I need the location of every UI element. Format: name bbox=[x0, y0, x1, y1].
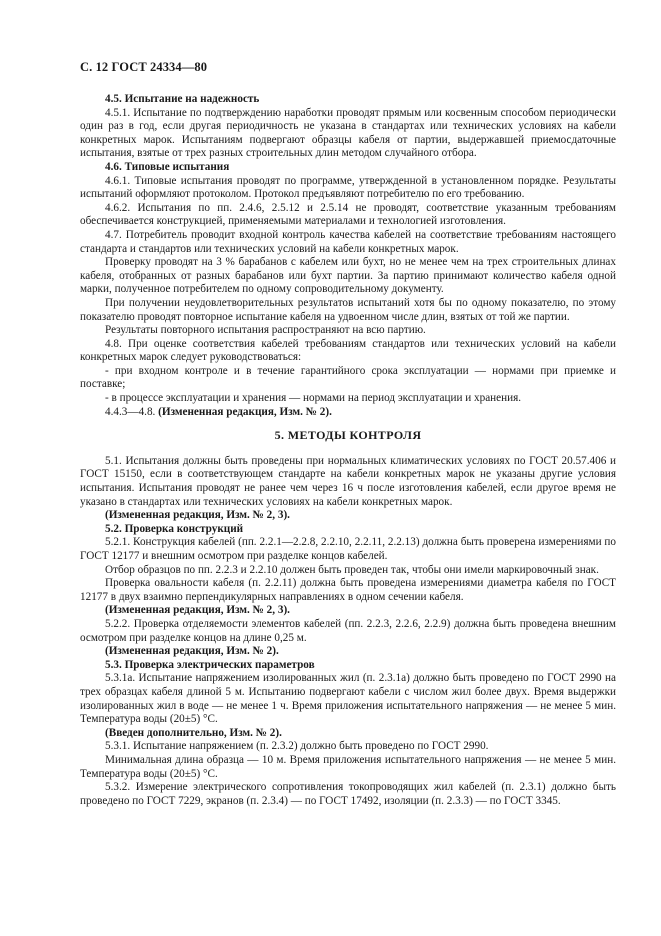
paragraph: 5.2.1. Конструкция кабелей (пп. 2.2.1—2.2.8, 2.2.10, 2.2.11, 2.2.13) должна быть проверена измерениями по ГОСТ 12177 и внешним осмотром при разделке концов кабелей. bbox=[80, 536, 616, 562]
list-item: - в процессе эксплуатации и хранения — нормами на период эксплуатации и хранения. bbox=[105, 392, 522, 405]
paragraph: Отбор образцов по пп. 2.2.3 и 2.2.10 должен быть проведен так, чтобы они имели маркировочный знак. bbox=[105, 563, 599, 576]
paragraph: При получении неудовлетворительных результатов испытаний хотя бы по одному показателю, по этому показателю проводят повторное испытание кабеля на удвоенном числе длин, взятых от той же партии. bbox=[80, 296, 616, 323]
paragraph: 5.1. Испытания должны быть проведены при нормальных климатических условиях по ГОСТ 20.57.406 и ГОСТ 15150, если в соответствующем стандарте на кабели конкретных марок не указаны другие условия испытания. Испытания проводят не ранее чем через 16 ч после изготовления кабелей, если другое время не указано в стандартах или технических условиях на кабели конкретных марок. bbox=[80, 454, 616, 508]
subsection-heading: (Введен дополнительно, Изм. № 2). bbox=[105, 726, 282, 739]
paragraph: Проверку проводят на 3 % барабанов с кабелем или бухт, но не менее чем на трех строительных длинах кабеля, отобранных от разных барабанов или бухт партии. За партию принимают количество кабеля одной марки, полученное потребителем по одному сопроводительному документу. bbox=[80, 256, 616, 296]
list-item: - при входном контроле и в течение гарантийного срока эксплуатации — нормами при приемке и поставке; bbox=[80, 364, 616, 391]
subsection-heading: (Измененная редакция, Изм. № 2, 3). bbox=[105, 604, 290, 617]
paragraph: 4.6.2. Испытания по пп. 2.4.6, 2.5.12 и 2.5.14 не проводят, соответствие указанным требованиям обеспечивается конструкцией, применяемыми материалами и технологией изготовления. bbox=[80, 201, 616, 228]
clause-ref: 4.4.3—4.8. bbox=[105, 405, 159, 418]
paragraph: 5.3.2. Измерение электрического сопротивления токопроводящих жил кабелей (п. 2.3.1) должно быть проведено по ГОСТ 7229, экранов (п. 2.3.4) — по ГОСТ 17492, изоляции (п. 2.3.3) — по ГОСТ 3345. bbox=[80, 781, 616, 807]
subsection-heading: 5.3. Проверка электрических параметров bbox=[105, 658, 315, 671]
amendment-paragraph bbox=[80, 406, 616, 420]
subsection-heading: 4.6. Типовые испытания bbox=[105, 160, 230, 173]
subsection-heading: (Измененная редакция, Изм. № 2, 3). bbox=[105, 509, 290, 522]
paragraph: 5.3.1. Испытание напряжением (п. 2.3.2) должно быть проведено по ГОСТ 2990. bbox=[105, 740, 489, 753]
amendment-note: (Измененная редакция, Изм. № 2). bbox=[158, 405, 332, 418]
document-body bbox=[80, 93, 616, 808]
subsection-heading: 4.5. Испытание на надежность bbox=[105, 93, 260, 105]
paragraph: Проверка овальности кабеля (п. 2.2.11) должна быть проведена измерениями диаметра кабеля по ГОСТ 12177 в двух взаимно перпендикулярных направлениях в одном сечении кабеля. bbox=[80, 577, 616, 603]
paragraph: 4.6.1. Типовые испытания проводят по программе, утвержденной в установленном порядке. Результаты испытаний оформляют протоколом. Протокол предъявляют потребителю по его требованию. bbox=[80, 174, 616, 201]
paragraph: 4.8. При оценке соответствия кабелей требованиям стандартов или технических условий на кабели конкретных марок следует руководствоваться: bbox=[80, 337, 616, 364]
paragraph: 4.5.1. Испытание по подтверждению наработки проводят прямым или косвенным способом периодически один раз в год, если другая периодичность не указана в стандартах или технических условиях на кабели конкретных марок. Испытаниям подвергают образцы кабеля от партии, выдержавшей приемосдаточные испытания, взятые от трех разных строительных длин методом случайного отбора. bbox=[80, 106, 616, 160]
paragraph: Минимальная длина образца — 10 м. Время приложения испытательного напряжения — не менее 5 мин. Температура воды (20±5) °С. bbox=[80, 753, 616, 780]
subsection-heading: (Измененная редакция, Изм. № 2). bbox=[105, 645, 279, 658]
paragraph: 5.2.2. Проверка отделяемости элементов кабелей (пп. 2.2.3, 2.2.6, 2.2.9) должна быть проведена внешним осмотром при разделке концов на длине 0,25 м. bbox=[80, 617, 616, 644]
paragraph: 5.3.1а. Испытание напряжением изолированных жил (п. 2.3.1а) должно быть проведено по ГОСТ 2990 на трех образцах кабеля длиной 5 м. Испытанию подвергают кабели с числом жил более двух. Время выдержки изолированных жил в воде — не менее 1 ч. Время приложения испытательного напряжения — не менее 5 мин. Температура воды (20±5) °С. bbox=[80, 672, 616, 726]
page-header: С. 12 ГОСТ 24334—80 bbox=[80, 60, 208, 74]
paragraph: 4.7. Потребитель проводит входной контроль качества кабелей на соответствие требованиям настоящего стандарта и стандартов или технических условий на кабели конкретных марок. bbox=[80, 228, 616, 255]
subsection-heading: 5.2. Проверка конструкций bbox=[105, 522, 244, 535]
section-heading: 5. МЕТОДЫ КОНТРОЛЯ bbox=[274, 428, 422, 443]
paragraph: Результаты повторного испытания распространяют на всю партию. bbox=[105, 324, 426, 337]
